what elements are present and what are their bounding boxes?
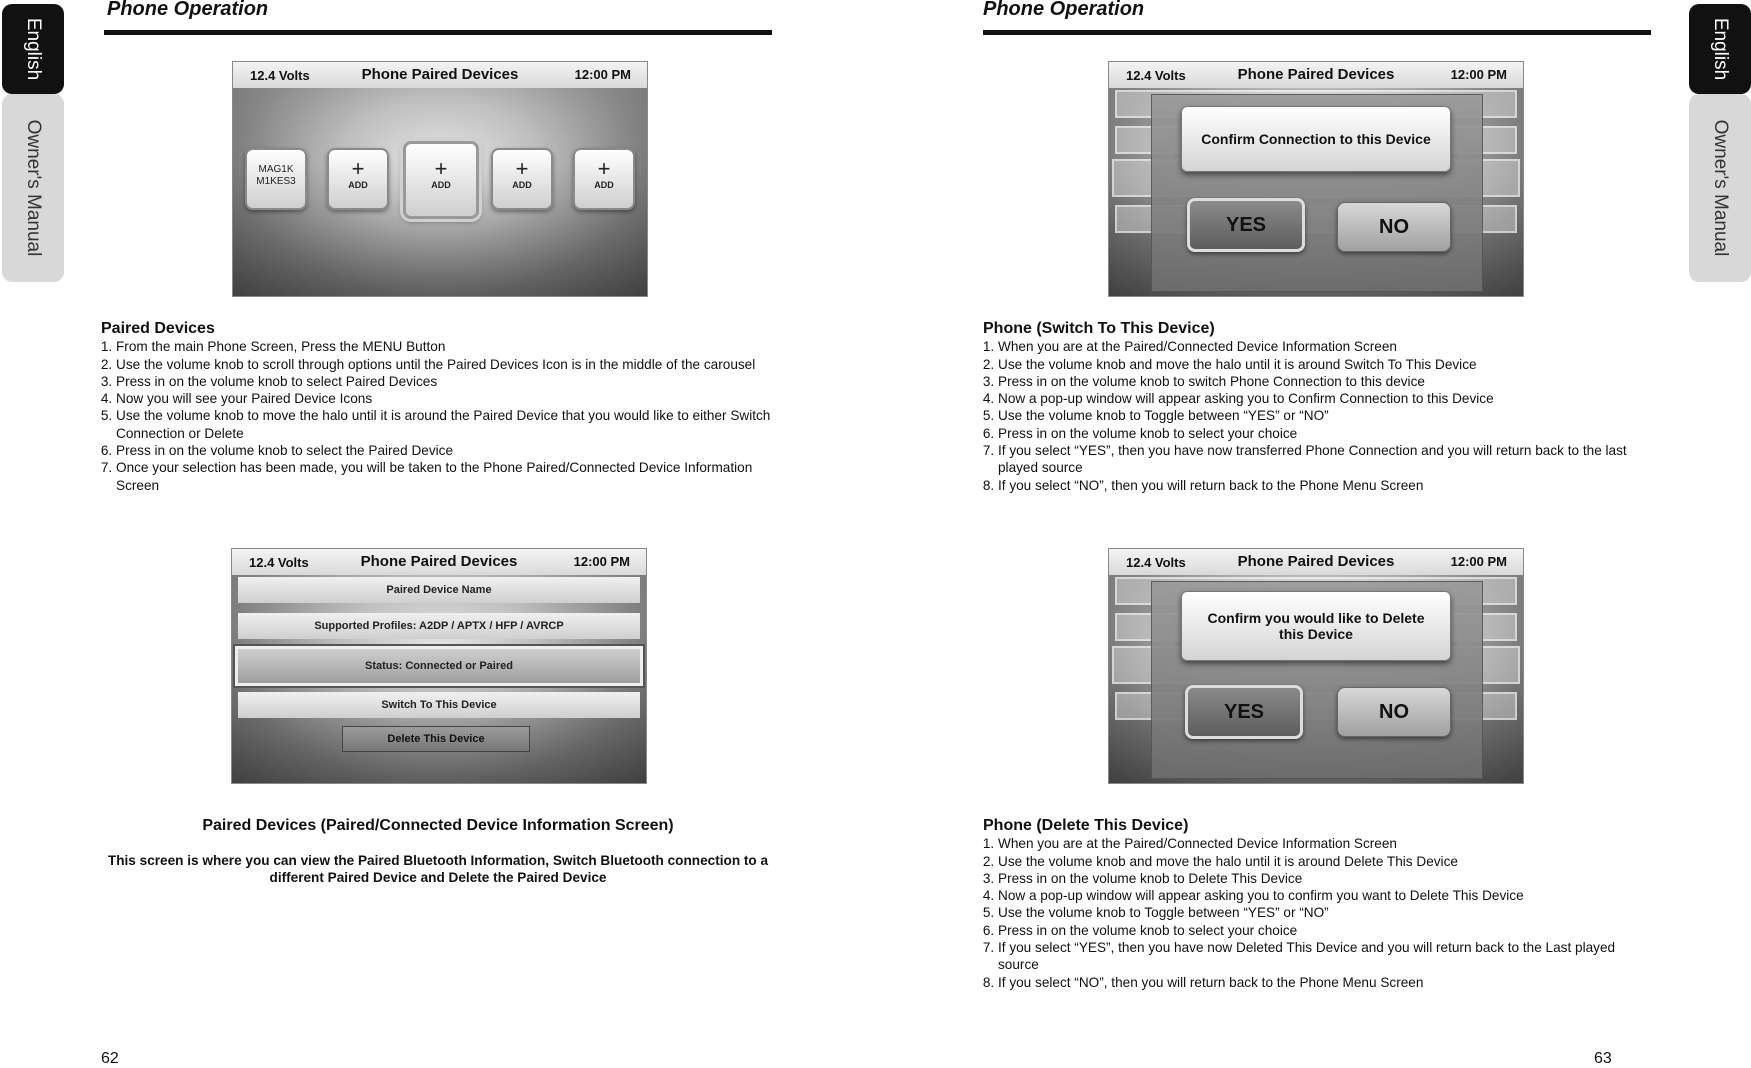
switch-to-this-device-button[interactable]: Switch To This Device (238, 692, 640, 718)
right-page-title: Phone Operation (983, 0, 1145, 20)
add-device-button[interactable] (573, 148, 635, 210)
clock: 12:00 PM (1450, 554, 1507, 569)
add-label: ADD (512, 180, 532, 190)
step: 7. If you select “YES”, then you have now transferred Phone Connection and you will return back to the last played source (998, 442, 1643, 477)
step: 3. Press in on the volume knob to Delete This Device (998, 870, 1643, 887)
step: 4. Now a pop-up window will appear asking you to Confirm Connection to this Device (998, 390, 1643, 407)
add-device-button-selected[interactable] (403, 141, 479, 219)
add-label: ADD (431, 180, 451, 190)
step: 4. Now a pop-up window will appear asking you to confirm you want to Delete This Device (998, 887, 1643, 904)
plus-icon: + (351, 156, 365, 181)
device-name-line2: M1KES3 (256, 176, 296, 187)
confirm-line1: Confirm you would like to Delete (1207, 610, 1425, 626)
info-screen-description: This screen is where you can view the Paired Bluetooth Information, Switch Bluetooth connection to a different Paired Device and Delete the Paired Device (107, 853, 769, 886)
plus-icon: + (515, 156, 529, 181)
step: 6. Press in on the volume knob to select your choice (998, 425, 1643, 442)
step: 1. When you are at the Paired/Connected Device Information Screen (998, 338, 1643, 355)
volts-readout: 12.4 Volts (1126, 555, 1186, 570)
step: 6. Press in on the volume knob to select your choice (998, 922, 1643, 939)
step: 6. Press in on the volume knob to select the Paired Device (116, 442, 771, 459)
section-heading: Phone (Delete This Device) (983, 817, 1189, 834)
screen-status-bar (1109, 549, 1523, 575)
paired-devices-instructions (101, 320, 771, 494)
screen-title: Phone Paired Devices (361, 66, 519, 83)
step: 8. If you select “NO”, then you will return back to the Phone Menu Screen (998, 974, 1643, 991)
owners-manual-tab-label: Owner's Manual (23, 119, 44, 257)
step: 5. Use the volume knob to move the halo until it is around the Paired Device that you would like to either Switch Connection or Delete (116, 407, 771, 442)
step: 2. Use the volume knob to scroll through options until the Paired Devices Icon is in the middle of the carousel (116, 356, 771, 373)
step: 3. Press in on the volume knob to select Paired Devices (116, 373, 771, 390)
left-page-title: Phone Operation (107, 0, 269, 20)
step: 7. Once your selection has been made, you will be taken to the Phone Paired/Connected Device Information Screen (116, 459, 771, 494)
step: 3. Press in on the volume knob to switch Phone Connection to this device (998, 373, 1643, 390)
volts-readout: 12.4 Volts (1126, 68, 1186, 83)
add-device-button[interactable] (327, 148, 389, 210)
volts-readout: 12.4 Volts (250, 68, 310, 83)
status-row: Status: Connected or Paired (235, 646, 643, 686)
english-tab-label: English (23, 17, 44, 81)
switch-device-instructions (983, 320, 1643, 494)
clock: 12:00 PM (573, 554, 630, 569)
screen-title: Phone Paired Devices (360, 553, 518, 570)
clock: 12:00 PM (1450, 67, 1507, 82)
yes-button[interactable]: YES (1185, 685, 1303, 739)
section-heading: Paired Devices (101, 320, 215, 337)
confirm-connection-screen (1108, 61, 1524, 297)
plus-icon: + (434, 156, 448, 181)
confirm-line2: this Device (1279, 626, 1353, 642)
volts-readout: 12.4 Volts (249, 555, 309, 570)
clock: 12:00 PM (574, 67, 631, 82)
english-tab-left (2, 4, 64, 94)
supported-profiles-row: Supported Profiles: A2DP / APTX / HFP / AVRCP (238, 613, 640, 639)
right-title-rule (983, 30, 1651, 35)
page-number-left: 62 (101, 1050, 119, 1067)
page-number-right: 63 (1594, 1050, 1612, 1067)
paired-device-name-row: Paired Device Name (238, 577, 640, 603)
steps-list (101, 338, 771, 494)
owners-manual-tab-left (2, 94, 64, 282)
step: 2. Use the volume knob and move the halo until it is around Delete This Device (998, 853, 1643, 870)
screen-title: Phone Paired Devices (1237, 66, 1395, 83)
step: 5. Use the volume knob to Toggle between “YES” or “NO” (998, 407, 1643, 424)
step: 8. If you select “NO”, then you will return back to the Phone Menu Screen (998, 477, 1643, 494)
step: 5. Use the volume knob to Toggle between “YES” or “NO” (998, 904, 1643, 921)
english-tab-right (1689, 4, 1751, 94)
plus-icon: + (597, 156, 611, 181)
paired-devices-carousel-screen (232, 61, 648, 297)
screen-title: Phone Paired Devices (1237, 553, 1395, 570)
device-name-line1: MAG1K (258, 164, 294, 175)
screen-status-bar (233, 62, 647, 88)
english-tab-label: English (1710, 17, 1731, 81)
no-button[interactable]: NO (1337, 687, 1451, 737)
step: 1. When you are at the Paired/Connected Device Information Screen (998, 835, 1643, 852)
confirm-delete-message (1181, 591, 1451, 661)
owners-manual-tab-right (1689, 94, 1751, 282)
delete-this-device-button[interactable]: Delete This Device (342, 726, 530, 752)
confirm-connection-message: Confirm Connection to this Device (1181, 106, 1451, 172)
no-button[interactable]: NO (1337, 202, 1451, 252)
confirm-delete-screen (1108, 548, 1524, 784)
add-label: ADD (594, 180, 614, 190)
step: 4. Now you will see your Paired Device Icons (116, 390, 771, 407)
step: 7. If you select “YES”, then you have now Deleted This Device and you will return back to the Last played source (998, 939, 1643, 974)
add-device-button[interactable] (491, 148, 553, 210)
left-title-rule (104, 30, 772, 35)
paired-device-icon[interactable] (245, 148, 307, 210)
screen-status-bar (1109, 62, 1523, 88)
screen-status-bar (232, 549, 646, 575)
owners-manual-tab-label: Owner's Manual (1710, 119, 1731, 257)
yes-button[interactable]: YES (1187, 198, 1305, 252)
device-info-screen (231, 548, 647, 784)
step: 2. Use the volume knob and move the halo until it is around Switch To This Device (998, 356, 1643, 373)
add-label: ADD (348, 180, 368, 190)
step: 1. From the main Phone Screen, Press the MENU Button (116, 338, 771, 355)
steps-list (983, 338, 1643, 494)
steps-list (983, 835, 1643, 991)
delete-device-instructions (983, 817, 1643, 991)
info-screen-heading: Paired Devices (Paired/Connected Device Information Screen) (202, 817, 674, 834)
section-heading: Phone (Switch To This Device) (983, 320, 1215, 337)
